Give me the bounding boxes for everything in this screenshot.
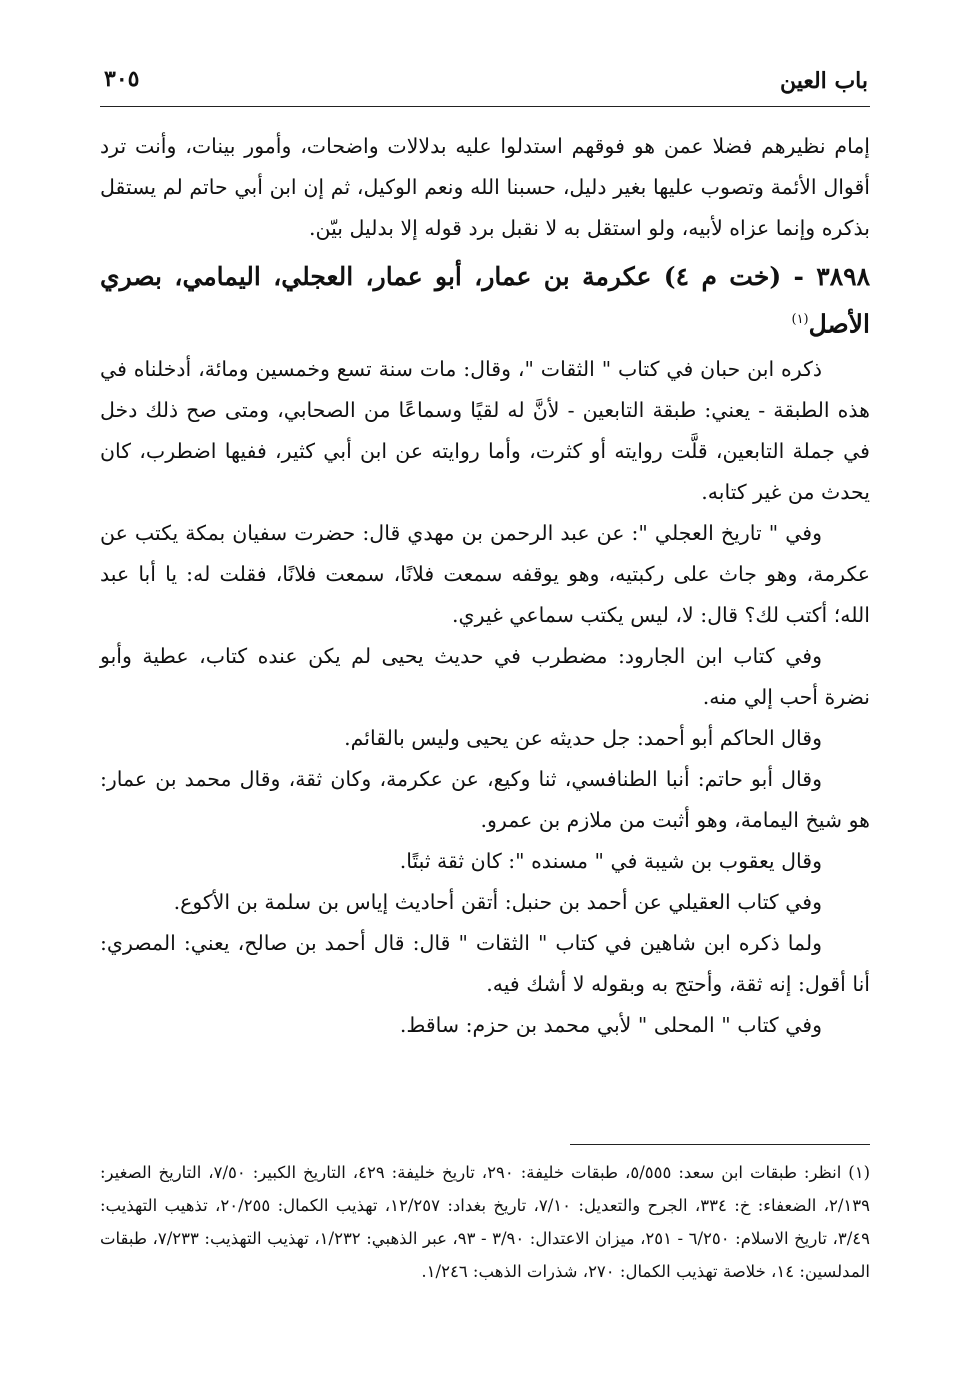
running-header — [100, 62, 870, 102]
book-page — [100, 62, 870, 1352]
entry-heading-text: ٣٨٩٨ - (خت م ٤) عكرمة بن عمار، أبو عمار، العجلي، اليمامي، بصري الأصل — [100, 262, 870, 339]
entry-heading — [100, 255, 870, 345]
continuation-paragraph: إمام نظيرهم فضلا عمن هو فوقهم استدلوا عليه بدلالات واضحات، وأمور بينات، وأنت ترد أقوال الأئمة وتصوب عليها بغير دليل، حسبنا الله ونعم الوكيل، ثم إن ابن أبي حاتم لم يستقل بذكره وإنما عزاه لأبيه، ولو استقل به لا نقبل برد قوله إلا بدليل بيّن. — [100, 134, 870, 240]
paragraph-ibn-jarud: وفي كتاب ابن الجارود: مضطرب في حديث يحيى لم يكن عنده كتاب، عطية وأبو نضرة أحب إلي منه. — [100, 644, 870, 710]
paragraph-uqayli: وفي كتاب العقيلي عن أحمد بن حنبل: أتقن أحاديث إياس بن سلمة بن الأكوع. — [173, 890, 822, 915]
footnote — [100, 1156, 870, 1288]
main-text — [100, 126, 870, 1046]
footnote-rule — [570, 1144, 870, 1145]
footnote-text: (١) انظر: طبقات ابن سعد: ٥/٥٥٥، طبقات خليفة: ٢٩٠، تاريخ خليفة: ٤٢٩، التاريخ الكبير: ٧/٥٠، التاريخ الصغير: ٢/١٣٩، الضعفاء: خ: ٣٣٤، الجرح والتعديل: ٧/١٠، تاريخ بغداد: ١٢/٢٥٧، تهذيب الكمال: ٢٠/٢٥٥، تذهيب التهذيب: ٣/٤٩، تاريخ الاسلام: ٦/٢٥٠ - ٢٥١، ميزان الاعتدال: ٣/٩٠ - ٩٣، عبر الذهبي: ١/٢٣٢، تهذيب التهذيب: ٧/٢٣٣، طبقات المدلسين: ١٤، خلاصة تهذيب الكمال: ٢٧٠، شذرات الذهب: ١/٢٤٦. — [100, 1163, 871, 1281]
paragraph-yaqub: وقال يعقوب بن شيبة في " مسنده ": كان ثقة ثبتًا. — [399, 849, 822, 874]
page-number: ٣٠٥ — [104, 66, 140, 92]
paragraph-hakim: وقال الحاكم أبو أحمد: جل حديثه عن يحيى وليس بالقائم. — [344, 726, 822, 751]
paragraph-ibn-hibban: ذكره ابن حبان في كتاب " الثقات "، وقال: مات سنة تسع وخمسين ومائة، أدخلناه في هذه الطبقة - يعني: طبقة التابعين - لأنَّ له لقيًا وسماعًا من الصحابي، ومتى صح ذلك دخل في جملة التابعين، قلَّت روايته أو كثرت، وأما روايته عن ابن أبي كثير، ففيها اضطرب، كان يحدث من غير كتابه. — [100, 357, 870, 505]
paragraph-muhalla: وفي كتاب " المحلى " لأبي محمد بن حزم: ساقط. — [399, 1013, 822, 1038]
footnote-marker: (١) — [791, 312, 809, 327]
paragraph-abu-hatim: وقال أبو حاتم: أنبا الطنافسي، ثنا وكيع، عن عكرمة، وكان ثقة، وقال محمد بن عمار: هو شيخ اليمامة، وهو أثبت من ملازم بن عمرو. — [100, 767, 870, 833]
header-rule — [100, 106, 870, 107]
paragraph-ibn-shahin: ولما ذكره ابن شاهين في كتاب " الثقات " قال: قال أحمد بن صالح، يعني: المصري: أنا أقول: إنه ثقة، وأحتج به وبقوله لا أشك فيه. — [100, 931, 870, 997]
paragraph-ijli: وفي " تاريخ العجلي ": عن عبد الرحمن بن مهدي قال: حضرت سفيان بمكة يكتب عن عكرمة، وهو جاث على ركبتيه، وهو يوقفه سمعت فلانًا، سمعت فلانًا، فقلت له: يا أبا عبد الله؛ أكتب لك؟ قال: لا، ليس يكتب سماعي غيري. — [100, 521, 870, 628]
running-title: باب العين — [779, 68, 868, 94]
